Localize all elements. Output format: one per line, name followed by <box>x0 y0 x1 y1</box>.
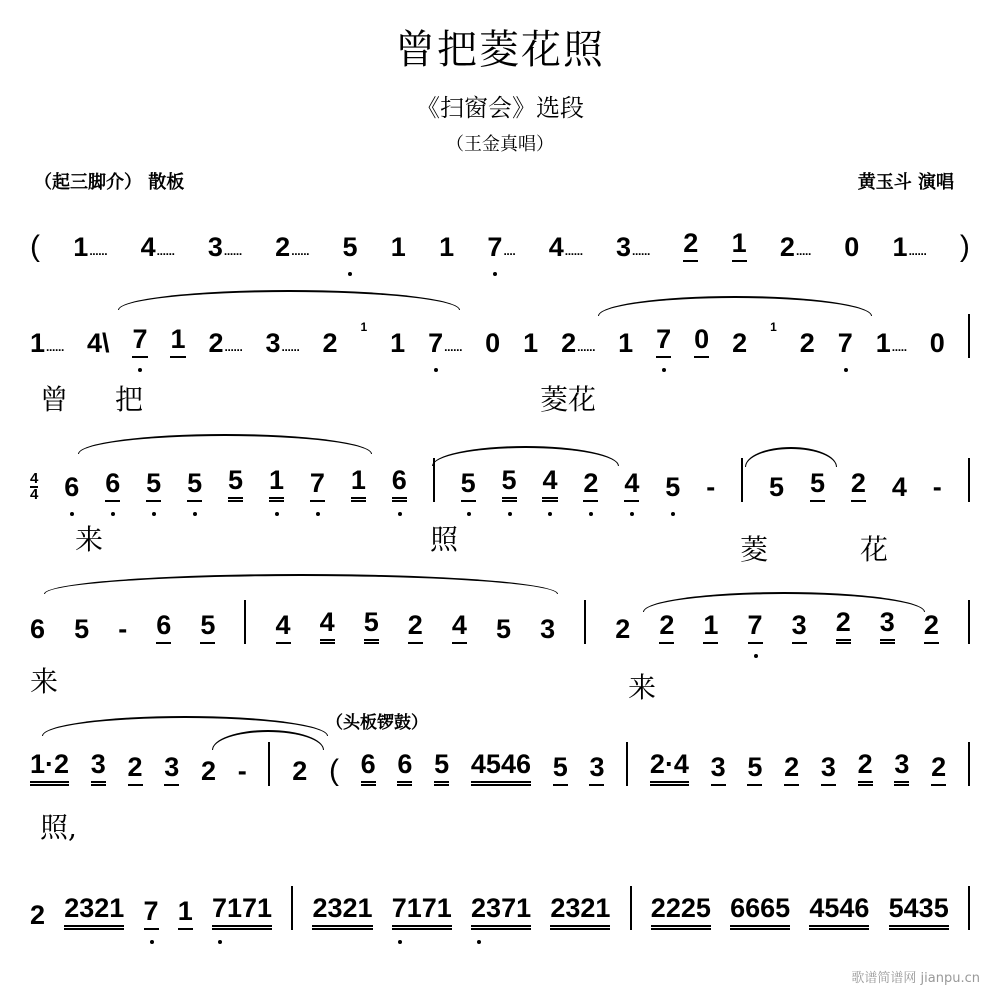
note-digits: 7 <box>487 232 503 262</box>
note <box>747 752 762 786</box>
meter-bottom: 4 <box>30 486 39 503</box>
lyric: 曾 <box>40 383 69 416</box>
note-digits: 5 <box>342 232 358 262</box>
note <box>30 749 69 786</box>
note-digits: 6 <box>156 610 171 644</box>
note-digits: - <box>706 472 716 502</box>
note-digits: 6 <box>64 472 80 502</box>
note-digits: 5 <box>228 465 243 502</box>
note <box>892 472 907 502</box>
duration-dots: ···· <box>503 247 516 261</box>
bar-line <box>741 458 743 502</box>
lyric: 把 <box>115 383 144 416</box>
bar-line <box>630 886 632 930</box>
note <box>930 328 945 358</box>
note-digits: 5 <box>187 468 202 502</box>
note <box>894 749 909 786</box>
bar-line <box>968 600 970 644</box>
note-digits: 2 <box>561 328 577 358</box>
note-digits: ( <box>328 754 339 787</box>
note <box>800 328 815 358</box>
note-digits: 3 <box>821 752 836 786</box>
note <box>880 607 895 644</box>
slur <box>598 296 872 316</box>
note <box>208 328 242 358</box>
time-signature <box>30 472 38 502</box>
lyric: 照, <box>40 811 77 844</box>
bar-line <box>244 600 246 644</box>
note <box>265 328 299 358</box>
note-digits: 2225 <box>651 893 711 930</box>
note <box>146 468 161 502</box>
note <box>618 328 633 358</box>
note <box>924 610 939 644</box>
note-digits: 3 <box>589 752 604 786</box>
note <box>656 324 671 358</box>
duration-dots: ······ <box>89 247 108 261</box>
note-digits: 4 <box>548 232 564 262</box>
note <box>616 232 650 262</box>
bar-line <box>433 458 435 502</box>
singer-note: （王金真唱） <box>446 134 554 155</box>
note-digits: 2 <box>275 232 291 262</box>
note-digits: 1 <box>439 232 455 262</box>
note <box>561 328 595 358</box>
grace-note <box>770 312 777 342</box>
note <box>200 610 215 644</box>
note <box>276 610 291 644</box>
note-digits: 2 <box>836 607 851 644</box>
note-digits: 2 <box>659 610 674 644</box>
note <box>542 465 557 502</box>
note-digits: 3 <box>540 614 556 644</box>
bar-line <box>626 742 628 786</box>
note-digits: 0 <box>694 324 709 358</box>
note <box>439 232 454 262</box>
note-digits: 2 <box>128 752 143 786</box>
note <box>434 749 449 786</box>
note-digits: 4 <box>542 465 557 502</box>
note <box>30 900 45 930</box>
note <box>351 465 366 502</box>
note <box>91 749 106 786</box>
note-digits: 1·2 <box>30 749 69 786</box>
note <box>275 232 309 262</box>
note <box>931 752 946 786</box>
note-digits: 5 <box>769 472 785 502</box>
note <box>312 893 372 930</box>
note <box>889 893 949 930</box>
duration-dots: ······ <box>224 343 243 357</box>
note <box>87 328 110 358</box>
note <box>615 614 630 644</box>
note <box>487 232 515 262</box>
note <box>105 468 120 502</box>
duration-dots: ······ <box>156 247 175 261</box>
note-digits: 6 <box>392 465 407 502</box>
note <box>461 468 476 502</box>
note <box>390 328 405 358</box>
note <box>164 752 179 786</box>
note <box>128 752 143 786</box>
percussion-annotation: （头板锣鼓） <box>326 713 428 733</box>
note <box>665 472 680 502</box>
note <box>187 468 202 502</box>
note-digits: 1 <box>30 328 46 358</box>
note-digits: 2 <box>784 752 799 786</box>
note <box>730 893 790 930</box>
note <box>540 614 555 644</box>
note <box>156 610 171 644</box>
bar-line <box>968 314 970 358</box>
note-digits: - <box>237 756 247 786</box>
note-digits: 1 <box>732 228 747 262</box>
note <box>502 465 517 502</box>
note-digits: 4 <box>320 607 335 644</box>
note <box>471 893 531 930</box>
note <box>784 752 799 786</box>
staff-line <box>30 462 970 502</box>
lyric: 菱 <box>740 533 769 566</box>
note-digits: 4 <box>624 468 639 502</box>
note <box>732 228 747 262</box>
note-digits: 5435 <box>889 893 949 930</box>
note <box>748 610 763 644</box>
note <box>876 328 907 358</box>
note-digits: 2 <box>292 756 308 786</box>
note <box>118 614 127 644</box>
note-digits: 5 <box>747 752 762 786</box>
note-digits: 7 <box>310 468 325 502</box>
note-digits: 0 <box>929 328 945 358</box>
slur <box>118 290 460 310</box>
note-digits: 2·4 <box>650 749 689 786</box>
note-digits: 2371 <box>471 893 531 930</box>
note <box>809 893 869 930</box>
duration-dots: ······ <box>444 343 463 357</box>
note <box>838 328 853 358</box>
note-digits: - <box>118 614 128 644</box>
note-digits: 1 <box>875 328 891 358</box>
watermark: 歌谱简谱网 jianpu.cn <box>851 971 980 986</box>
lyric: 来 <box>628 671 657 704</box>
note-digits: 1 <box>351 465 366 502</box>
note <box>208 232 242 262</box>
note <box>201 756 216 786</box>
performer: 黄玉斗 演唱 <box>857 172 954 193</box>
lyric: 花 <box>860 533 889 566</box>
note-digits: 2 <box>858 749 873 786</box>
note-digits: 5 <box>146 468 161 502</box>
note-digits: 3 <box>880 607 895 644</box>
bar-line <box>968 886 970 930</box>
bar-line <box>968 742 970 786</box>
note-digits: 7 <box>656 324 671 358</box>
note-digits: 7 <box>837 328 853 358</box>
note-digits: 7 <box>144 896 159 930</box>
duration-dots: ······ <box>46 343 65 357</box>
note-digits: 6 <box>397 749 412 786</box>
note <box>703 610 718 644</box>
note <box>144 896 159 930</box>
note-digits: 2 <box>779 232 795 262</box>
note <box>706 472 715 502</box>
note <box>810 468 825 502</box>
note-digits: ) <box>959 230 970 263</box>
note <box>178 896 193 930</box>
note <box>30 614 45 644</box>
song-subtitle: 《扫窗会》选段 <box>416 94 584 122</box>
parenthesis <box>960 232 970 262</box>
note-digits: 2 <box>30 900 46 930</box>
note <box>485 328 500 358</box>
note-digits: 2 <box>799 328 815 358</box>
note-digits: 5 <box>461 468 476 502</box>
duration-dots: ····· <box>795 247 811 261</box>
note-digits: 2 <box>208 328 224 358</box>
note-digits: 2 <box>583 468 598 502</box>
note <box>624 468 639 502</box>
note-digits: 3 <box>207 232 223 262</box>
note <box>212 893 272 930</box>
note <box>320 607 335 644</box>
note <box>342 232 357 262</box>
note-digits: 5 <box>364 607 379 644</box>
note-digits: 1 <box>360 320 368 334</box>
note <box>683 228 698 262</box>
note-digits: 2 <box>615 614 631 644</box>
note <box>364 607 379 644</box>
note-digits: 4\ <box>86 328 110 358</box>
note <box>310 468 325 502</box>
note <box>496 614 511 644</box>
note <box>73 232 107 262</box>
note-digits: 1 <box>770 320 777 334</box>
note-digits: 0 <box>485 328 501 358</box>
note <box>64 893 124 930</box>
note-digits: 5 <box>74 614 90 644</box>
note-digits: 2 <box>732 328 748 358</box>
note <box>141 232 175 262</box>
note-digits: 1 <box>390 328 406 358</box>
note-digits: 1 <box>390 232 406 262</box>
bar-line <box>268 742 270 786</box>
note-digits: 1 <box>892 232 908 262</box>
note <box>694 324 709 358</box>
staff-line <box>30 746 970 786</box>
note <box>550 893 610 930</box>
duration-dots: ······ <box>291 247 310 261</box>
duration-dots: ····· <box>891 343 907 357</box>
note <box>549 232 583 262</box>
note-digits: - <box>932 472 942 502</box>
note <box>651 893 711 930</box>
note <box>292 756 307 786</box>
note-digits: ( <box>30 230 40 263</box>
note <box>732 328 747 358</box>
note-digits: 1 <box>618 328 634 358</box>
note-digits: 2 <box>201 756 217 786</box>
note-digits: 6665 <box>730 893 790 930</box>
bar-line <box>968 458 970 502</box>
song-title: 曾把菱花照 <box>395 27 605 73</box>
note-digits: 7171 <box>212 893 272 930</box>
staff-line <box>30 222 970 262</box>
note-digits: 2 <box>851 468 866 502</box>
note <box>471 749 531 786</box>
duration-dots: ······ <box>632 247 651 261</box>
note <box>583 468 598 502</box>
staff-line <box>30 318 970 358</box>
note-digits: 2321 <box>64 893 124 930</box>
note-digits: 5 <box>200 610 215 644</box>
note-digits: 3 <box>711 752 726 786</box>
meter-top: 4 <box>30 470 39 487</box>
note-digits: 4546 <box>471 749 531 786</box>
note <box>844 232 859 262</box>
note <box>408 610 423 644</box>
note-digits: 1 <box>178 896 193 930</box>
lyric: 照 <box>430 523 459 556</box>
duration-dots: ······ <box>281 343 300 357</box>
duration-dots: ······ <box>564 247 583 261</box>
note-digits: 1 <box>523 328 539 358</box>
note-digits: 7171 <box>392 893 452 930</box>
grace-note <box>360 312 367 342</box>
note-digits: 2321 <box>550 893 610 930</box>
note <box>523 328 538 358</box>
note-digits: 4 <box>276 610 291 644</box>
lyric: 来 <box>75 523 104 556</box>
note <box>170 324 185 358</box>
note <box>132 324 147 358</box>
bar-line <box>584 600 586 644</box>
duration-dots: ······ <box>223 247 242 261</box>
note <box>711 752 726 786</box>
note <box>269 465 284 502</box>
note-digits: 3 <box>164 752 179 786</box>
note-digits: 2 <box>924 610 939 644</box>
note-digits: 2 <box>683 228 698 262</box>
note-digits: 3 <box>616 232 632 262</box>
note <box>851 468 866 502</box>
note <box>780 232 811 262</box>
note <box>64 472 79 502</box>
note <box>391 232 406 262</box>
note <box>428 328 462 358</box>
note-digits: 5 <box>665 472 681 502</box>
note <box>893 232 927 262</box>
note-digits: 2 <box>408 610 423 644</box>
note <box>238 756 247 786</box>
note-digits: 5 <box>810 468 825 502</box>
note-digits: 6 <box>30 614 46 644</box>
note <box>836 607 851 644</box>
note <box>933 472 942 502</box>
note-digits: 6 <box>105 468 120 502</box>
note-digits: 3 <box>265 328 281 358</box>
note-digits: 2 <box>322 328 338 358</box>
note-digits: 5 <box>502 465 517 502</box>
note-digits: 3 <box>792 610 807 644</box>
note-digits: 6 <box>361 749 376 786</box>
note-digits: 3 <box>894 749 909 786</box>
note <box>74 614 89 644</box>
note <box>397 749 412 786</box>
note-digits: 1 <box>269 465 284 502</box>
note-digits: 7 <box>748 610 763 644</box>
note-digits: 1 <box>703 610 718 644</box>
slur <box>44 574 558 594</box>
duration-dots: ······ <box>577 343 596 357</box>
note-digits: 3 <box>91 749 106 786</box>
note-digits: 2321 <box>312 893 372 930</box>
note <box>659 610 674 644</box>
note-digits: 1 <box>170 324 185 358</box>
note <box>821 752 836 786</box>
lyric: 菱花 <box>540 383 597 416</box>
parenthesis <box>329 756 339 786</box>
note-digits: 7 <box>428 328 444 358</box>
parenthesis <box>30 232 40 262</box>
note <box>589 752 604 786</box>
note-digits: 5 <box>434 749 449 786</box>
note <box>361 749 376 786</box>
note <box>792 610 807 644</box>
note-digits: 4 <box>140 232 156 262</box>
note <box>228 465 243 502</box>
slur <box>78 434 372 454</box>
note <box>452 610 467 644</box>
lyric: 来 <box>30 665 59 698</box>
bar-line <box>291 886 293 930</box>
note-digits: 7 <box>132 324 147 358</box>
note-digits: 0 <box>844 232 860 262</box>
note <box>858 749 873 786</box>
note-digits: 1 <box>73 232 89 262</box>
note-digits: 5 <box>495 614 511 644</box>
note <box>553 752 568 786</box>
note <box>392 893 452 930</box>
note-digits: 2 <box>931 752 946 786</box>
tempo-marking: （起三脚介） 散板 <box>34 172 185 193</box>
note <box>650 749 689 786</box>
note-digits: 4546 <box>809 893 869 930</box>
note <box>392 465 407 502</box>
note <box>30 328 64 358</box>
staff-line <box>30 890 970 930</box>
note-digits: 4 <box>452 610 467 644</box>
note <box>769 472 784 502</box>
duration-dots: ······ <box>908 247 927 261</box>
note <box>322 328 337 358</box>
note-digits: 5 <box>553 752 568 786</box>
note-digits: 4 <box>891 472 907 502</box>
staff-line <box>30 604 970 644</box>
